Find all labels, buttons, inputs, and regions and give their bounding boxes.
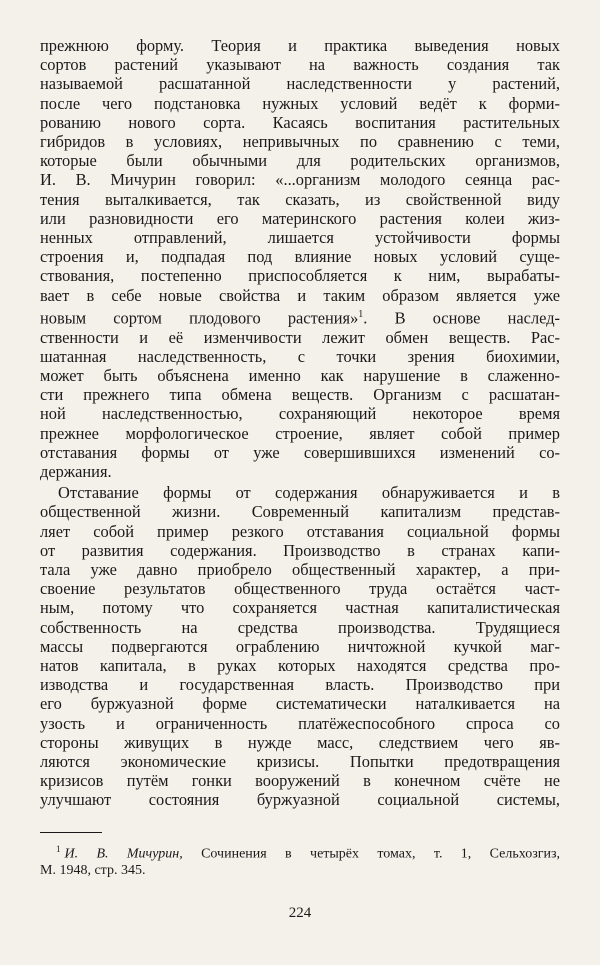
text-line: общественной жизни. Современный капитализм представ- (40, 502, 560, 522)
text-line: гибридов в условиях, непривычных по сравнению с теми, (40, 132, 560, 152)
footnote-author: И. В. Мичурин, (64, 846, 183, 862)
text-line: натов капитала, в руках которых находятся средства про- (40, 655, 560, 675)
footnote-reference[interactable]: 1 (358, 308, 364, 320)
text-line: узость и ограниченность платёжеспособного спроса со (40, 713, 560, 733)
text-line: массы подвергаются ограблению ничтожной кучкой маг- (40, 636, 560, 656)
paragraph-1 (40, 36, 560, 481)
text-line: от развития содержания. Производство в странах капи- (40, 540, 560, 560)
text-line: тала уже давно приобрело общественный характер, а при- (40, 559, 560, 579)
footnote-line (40, 841, 560, 863)
text-line: прежнее морфологическое строение, являет собой пример (40, 423, 560, 443)
text-line: держания. (40, 461, 112, 481)
text-line: ненных отправлений, лишается устойчивости формы (40, 228, 560, 248)
page-number: 224 (288, 905, 312, 921)
text-line: строения и, подпадая под влияние новых условий суще- (40, 247, 560, 267)
text-line: ствования, постепенно приспособляется к ним, вырабаты- (40, 266, 560, 286)
text-line: рованию нового сорта. Касаясь воспитания растительных (40, 112, 560, 132)
text-line: ной наследственностью, сохраняющий некоторое время (40, 404, 560, 424)
text-line: или разновидности его материнского растения колеи жиз- (40, 208, 560, 228)
text-line: И. В. Мичурин говорил: «...организм молодого сеянца рас- (40, 170, 560, 190)
text-line: кризисов путём гонки вооружений в конечном счёте не (40, 771, 560, 791)
text-line: сортов растений указывают на важность создания так (40, 55, 560, 75)
footnote-mark: 1 (56, 843, 61, 854)
text-line: отставания формы от уже совершившихся изменений со- (40, 442, 560, 462)
text-line: его буржуазной форме систематически наталкивается на (40, 694, 560, 714)
text-line: ляет собой пример резкого отставания социальной формы (40, 521, 560, 541)
footnote-line: М. 1948, стр. 345. (40, 863, 146, 879)
text-line: собственность на средства производства. Трудящиеся (40, 617, 560, 637)
text-line: шатанная наследственность, с точки зрения биохимии, (40, 346, 560, 366)
text-line: может быть объяснена именно как нарушение в слаженно- (40, 365, 560, 385)
footnote-citation: Сочинения в четырёх томах, т. 1, Сельхозгиз, (201, 846, 561, 862)
text-line: своение результатов общественного труда остаётся част- (40, 579, 560, 599)
text-line: ным, потому что сохраняется частная капиталистическая (40, 598, 560, 618)
text-line: которые были обычными для родительских организмов, (40, 151, 560, 171)
text-line: после чего подстановка нужных условий ведёт к форми- (40, 93, 560, 113)
text-line-with-footnote-ref (40, 305, 560, 328)
text-line: прежнюю форму. Теория и практика выведения новых (40, 36, 560, 55)
sentence-continuation: . В основе наслед- (363, 308, 560, 328)
text-line: Отставание формы от содержания обнаруживается и в (58, 483, 560, 503)
text-line: ляются экономические кризисы. Попытки предотвращения (40, 751, 560, 771)
text-line: изводства и государственная власть. Производство при (40, 675, 560, 695)
text-line: называемой расшатанной наследственности у растений, (40, 74, 560, 94)
paragraph-2 (40, 483, 560, 809)
book-page (40, 36, 560, 879)
text-line: улучшают состояния буржуазной социальной системы, (40, 790, 560, 810)
text-line: ственности и её изменчивости лежит обмен веществ. Рас- (40, 327, 560, 347)
text-line: стороны живущих в нужде масс, следствием чего яв- (40, 732, 560, 752)
text-line: вает в себе новые свойства и таким образом является уже (40, 285, 560, 305)
footnote-divider (40, 832, 102, 833)
text-line: тения выталкивается, так сказать, из свойственной виду (40, 189, 560, 209)
footnote (40, 841, 560, 880)
text-line: сти прежнего типа обмена веществ. Организм с расшатан- (40, 385, 560, 405)
quote-end: новым сортом плодового растения» (40, 308, 359, 328)
